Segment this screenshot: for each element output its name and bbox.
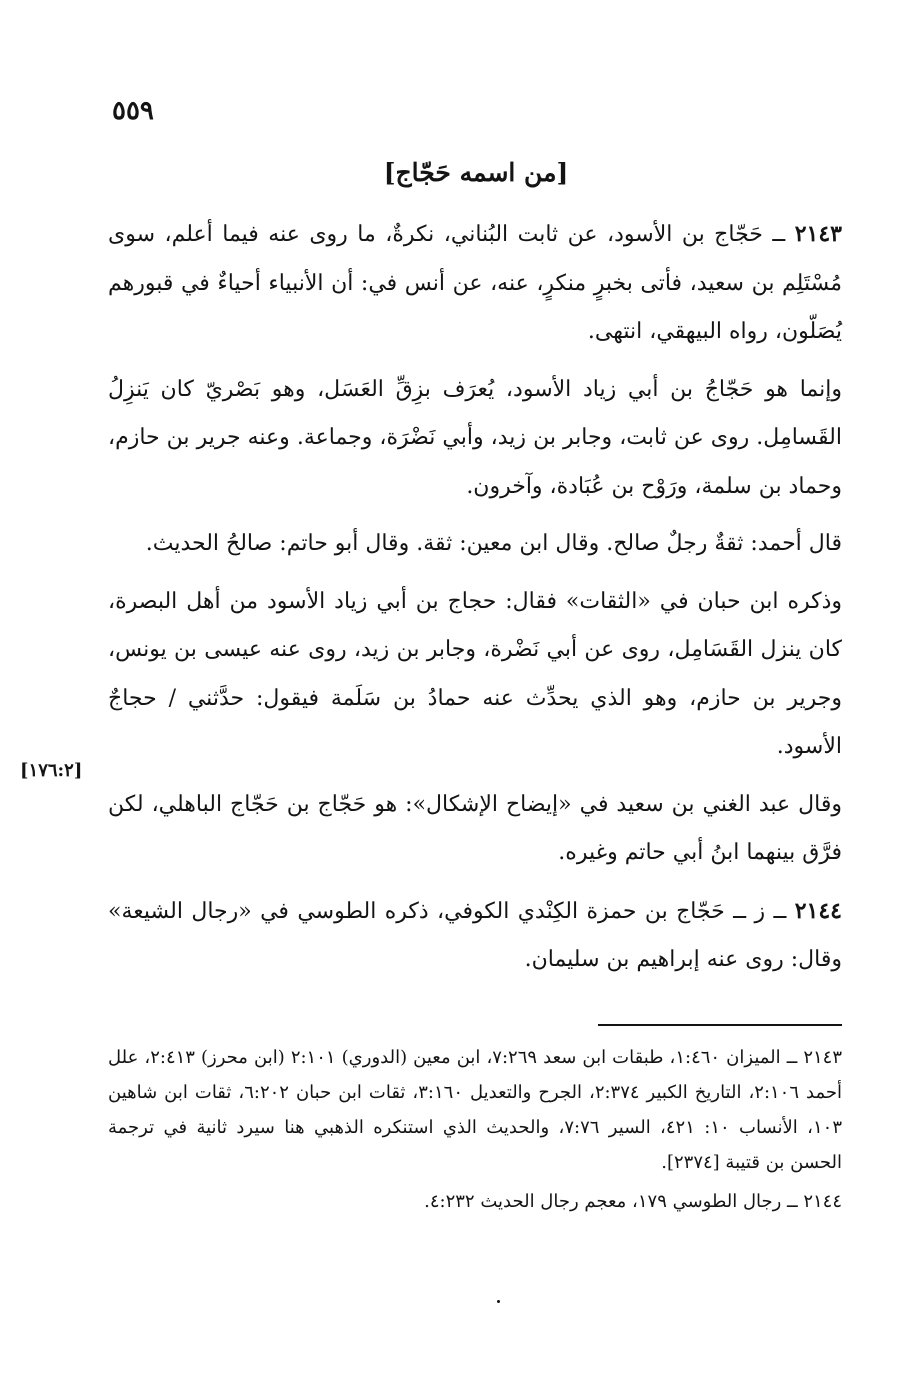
footnote-text: ــ رجال الطوسي ١٧٩، معجم رجال الحديث ٤:٢٣٢. [424,1191,804,1212]
footnote-text: ــ الميزان ١:٤٦٠، طبقات ابن سعد ٧:٢٦٩، ابن معين (الدوري) ٢:١٠١ (ابن محرز) ٢:٤١٣، علل أحمد ٢:١٠٦، التاريخ الكبير ٢:٣٧٤، الجرح والتعديل ٣:١٦٠، ثقات ابن حبان ٦:٢٠٢، ثقات ابن شاهين ١٠٣، الأنساب ١٠: ٤٢١، السير ٧:٧٦، والحديث الذي استنكره الذهبي هنا سيرد ثانية في ترجمة الحسن بن قتيبة [٢٣٧٤]. [108,1047,842,1173]
footnote-divider [598,1024,842,1026]
entry-text: ــ ز ــ حَجّاج بن حمزة الكِنْدي الكوفي، ذكره الطوسي في «رجال الشيعة» وقال: روى عنه إبراهيم بن سليمان. [108,898,842,972]
section-heading: [من اسمه حَجّاج] [383,158,569,187]
entry-number: ٢١٤٣ [794,221,842,247]
footnote-2143 [108,1040,842,1180]
entry-text: ــ حَجّاج بن الأسود، عن ثابت البُناني، نكرةٌ، ما روى عنه فيما أعلم، سوى مُسْتَلِم بن سعيد، فأتى بخبرٍ منكرٍ، عنه، عن أنس في: أن الأنبياء أحياءٌ في قبورهم يُصَلّون، رواه البيهقي، انتهى. [108,222,842,344]
footnote-number: ٢١٤٣ [803,1047,843,1068]
paragraph: وإنما هو حَجّاجُ بن أبي زياد الأسود، يُعرَف بزِقِّ العَسَل، وهو بَصْريّ كان يَنزِلُ القَسامِل. روى عن ثابت، وجابر بن زيد، وأبي نَضْرَة، وجماعة. وعنه جرير بن حازم، وحماد بن سلمة، ورَوْح بن عُبَادة، وآخرون. [108,376,842,499]
footnotes [108,1040,842,1223]
entry-2143 [108,210,842,357]
paragraph: وقال عبد الغني بن سعيد في «إيضاح الإشكال»: هو حَجّاج بن حَجّاج الباهلي، لكن فرَّق بينهما ابنُ أبي حاتم وغيره. [108,791,842,865]
page-number: ٥٥٩ [112,96,154,126]
footnote-number: ٢١٤٤ [803,1191,842,1212]
margin-reference: [١٧٦:٢] [20,760,83,781]
main-text [108,210,842,994]
entry-number: ٢١٤٤ [794,897,842,924]
entry-2144 [108,887,842,985]
ink-speck [497,1300,500,1303]
paragraph: قال أحمد: ثقةٌ رجلٌ صالح. وقال ابن معين: ثقة. وقال أبو حاتم: صالحُ الحديث. [145,531,842,556]
paragraph: وذكره ابن حبان في «الثقات» فقال: حجاج بن أبي زياد الأسود من أهل البصرة، كان ينزل القَسَامِل، روى عن أبي نَضْرة، وجابر بن زيد، روى عنه عيسى بن يونس، وجرير بن حازم، وهو الذي يحدِّث عنه حمادُ بن سَلَمة فيقول: حدَّثني / حجاجٌ الأسود. [108,588,842,759]
footnote-2144 [108,1184,842,1219]
